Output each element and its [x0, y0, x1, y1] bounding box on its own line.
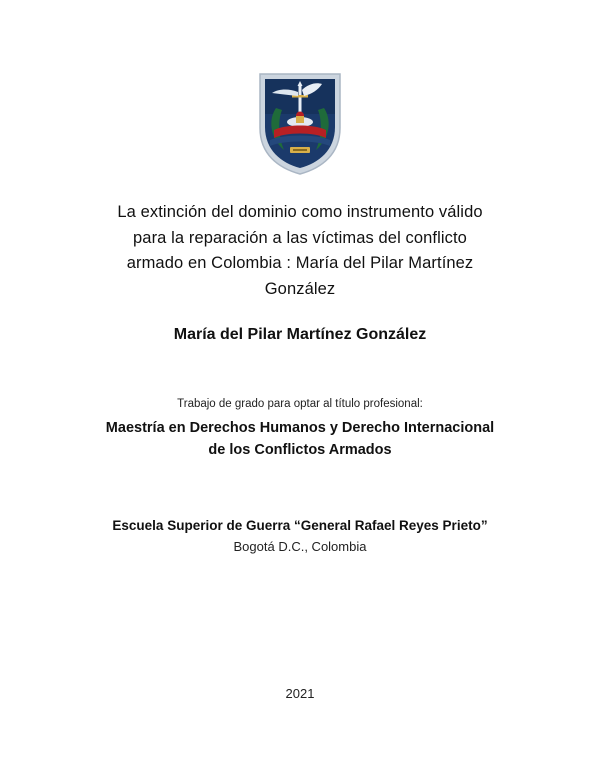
page-title [60, 200, 540, 302]
degree-lead-text: Trabajo de grado para optar al título profesional: [177, 398, 423, 410]
degree-name-line: Maestría en Derechos Humanos y Derecho Internacional [105, 420, 495, 436]
escuela-superior-de-guerra-crest-icon [252, 68, 348, 178]
title-line: para la reparación a las víctimas del conflicto [133, 228, 467, 247]
publication-year: 2021 [285, 686, 315, 701]
title-line: González [264, 279, 336, 298]
title-line: La extinción del dominio como instrumento válido [117, 203, 483, 221]
institution-block [50, 518, 550, 554]
degree-name-line: de los Conflictos Armados [208, 441, 392, 458]
crest-container [0, 68, 600, 178]
city-name: Bogotá D.C., Colombia [233, 539, 367, 554]
title-line: armado en Colombia : María del Pilar Martínez [126, 254, 474, 273]
degree-name [50, 418, 550, 462]
institution-name: Escuela Superior de Guerra “General Rafael Reyes Prieto” [112, 518, 488, 533]
author-name: María del Pilar Martínez González [173, 326, 427, 343]
degree-block [50, 398, 550, 462]
